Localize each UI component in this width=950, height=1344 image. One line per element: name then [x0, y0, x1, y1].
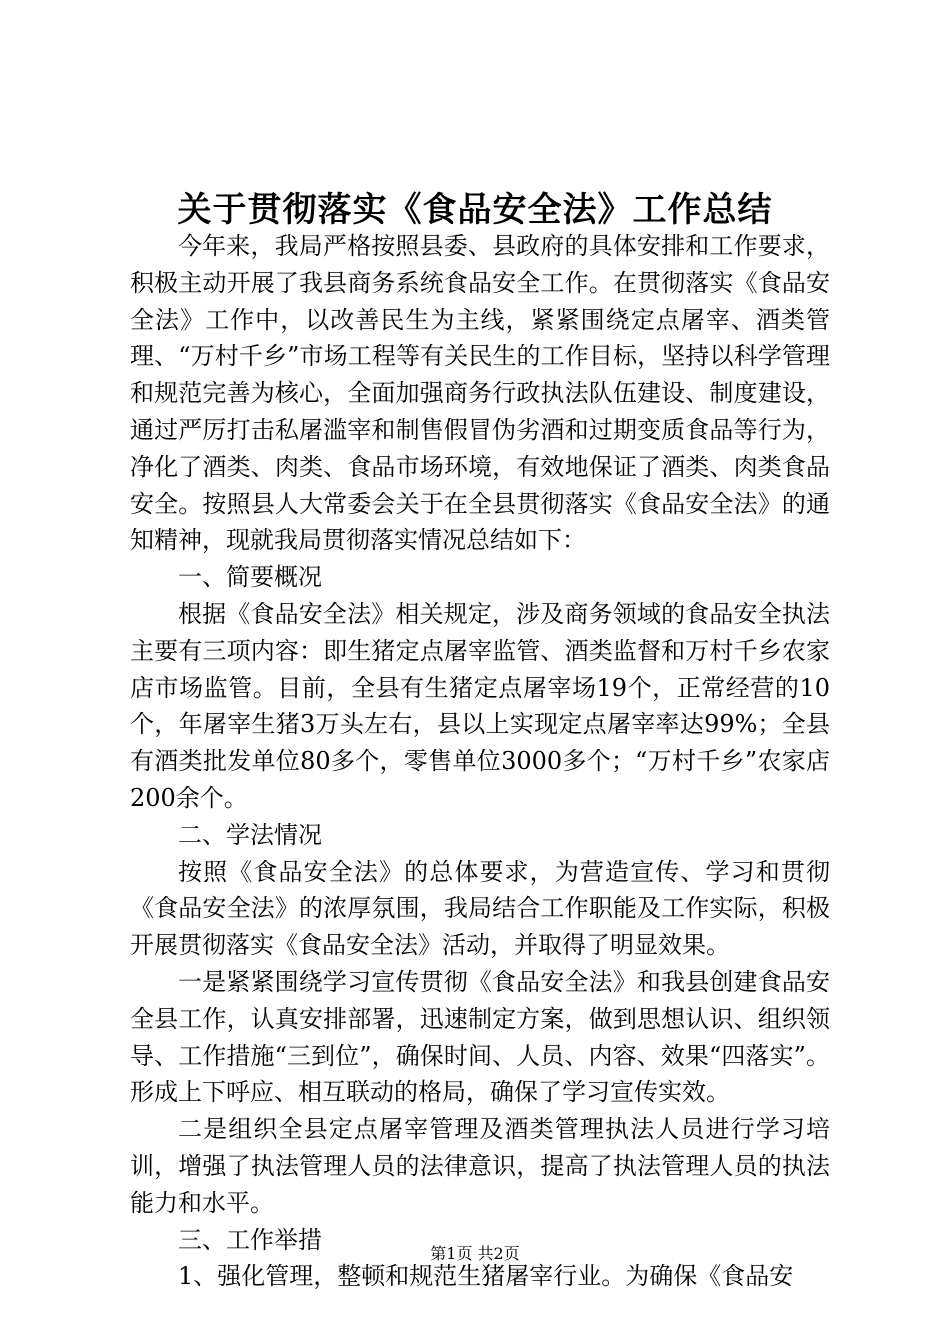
section-heading-study: 二、学法情况 [178, 820, 322, 849]
section-heading-measures: 三、工作举措 [178, 1225, 322, 1254]
document-body [130, 228, 830, 1295]
paragraph-study: 按照《食品安全法》的总体要求，为营造宣传、学习和贯彻《食品安全法》的浓厚氛围，我局结合工作职能及工作实际，积极开展贯彻落实《食品安全法》活动，并取得了明显效果。 [130, 857, 830, 960]
section-heading-overview: 一、简要概况 [178, 563, 322, 592]
paragraph-study-point-1: 一是紧紧围绕学习宣传贯彻《食品安全法》和我县创建食品安全县工作，认真安排部署，迅速制定方案，做到思想认识、组织领导、工作措施“三到位”，确保时间、人员、内容、效果“四落实”。形成上下呼应、相互联动的格局，确保了学习宣传实效。 [130, 967, 830, 1107]
paragraph-overview: 根据《食品安全法》相关规定，涉及商务领域的食品安全执法主要有三项内容：即生猪定点屠宰监管、酒类监督和万村千乡农家店市场监管。目前，全县有生猪定点屠宰场19个，正常经营的10个，年屠宰生猪3万头左右，县以上实现定点屠宰率达99%；全县有酒类批发单位80多个，零售单位3000多个；“万村千乡”农家店200余个。 [130, 599, 830, 812]
page-footer: 第1页 共2页 [430, 1244, 520, 1263]
paragraph-study-point-2: 二是组织全县定点屠宰管理及酒类管理执法人员进行学习培训，增强了执法管理人员的法律意识，提高了执法管理人员的执法能力和水平。 [130, 1115, 830, 1217]
paragraph-intro: 今年来，我局严格按照县委、县政府的具体安排和工作要求，积极主动开展了我县商务系统食品安全工作。在贯彻落实《食品安全法》工作中，以改善民生为主线，紧紧围绕定点屠宰、酒类管理、“万村千乡”市场工程等有关民生的工作目标，坚持以科学管理和规范完善为核心，全面加强商务行政执法队伍建设、制度建设，通过严厉打击私屠滥宰和制售假冒伪劣酒和过期变质食品等行为，净化了酒类、肉类、食品市场环境，有效地保证了酒类、肉类食品安全。按照县人大常委会关于在全县贯彻落实《食品安全法》的通知精神，现就我局贯彻落实情况总结如下： [130, 232, 830, 555]
document-title: 关于贯彻落实《食品安全法》工作总结 [177, 190, 773, 230]
paragraph-measures-1: 1、强化管理，整顿和规范生猪屠宰行业。为确保《食品安 [178, 1262, 794, 1291]
